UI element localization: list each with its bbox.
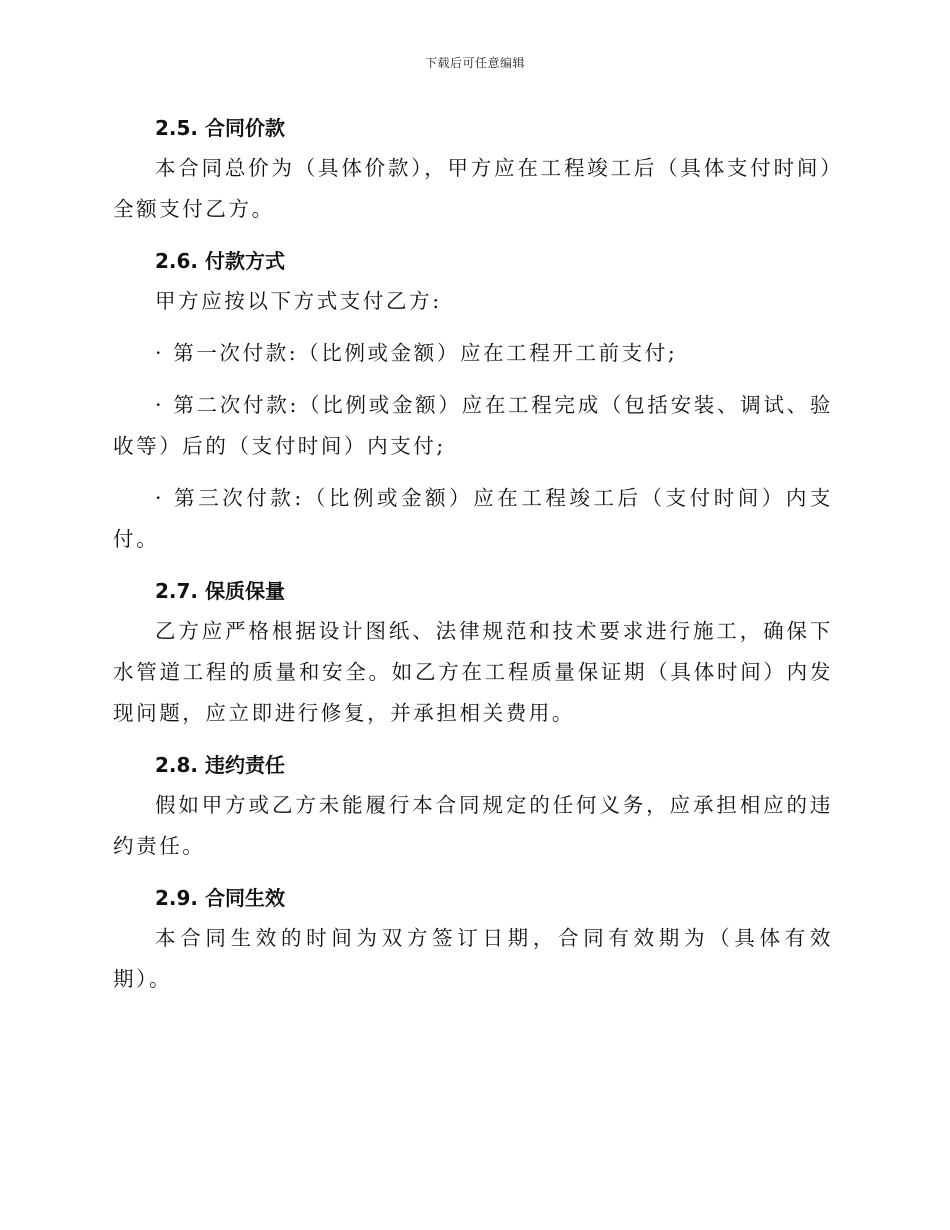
section-heading-2-5: 2.5. 合同价款 — [155, 116, 285, 140]
paragraph-quality: 乙方应严格根据设计图纸、法律规范和技术要求进行施工，确保下水管道工程的质量和安全。如乙方在工程质量保证期（具体时间）内发现问题，应立即进行修复，并承担相关费用。 — [113, 619, 833, 725]
paragraph-effective: 本合同生效的时间为双方签订日期，合同有效期为（具体有效期）。 — [113, 926, 833, 991]
paragraph-breach: 假如甲方或乙方未能履行本合同规定的任何义务，应承担相应的违约责任。 — [113, 793, 833, 858]
paragraph-third-payment: · 第三次付款:（比例或金额）应在工程竣工后（支付时间）内支付。 — [113, 486, 833, 551]
section-heading-2-7: 2.7. 保质保量 — [155, 579, 285, 603]
section-heading-2-6: 2.6. 付款方式 — [155, 249, 285, 273]
document-body — [113, 108, 833, 1011]
paragraph-contract-price: 本合同总价为（具体价款），甲方应在工程竣工后（具体支付时间）全额支付乙方。 — [113, 156, 833, 221]
paragraph-first-payment: · 第一次付款:（比例或金额）应在工程开工前支付; — [155, 341, 678, 365]
paragraph-second-payment: · 第二次付款:（比例或金额）应在工程完成（包括安装、调试、验收等）后的（支付时间）内支付; — [113, 393, 833, 458]
paragraph-payment-intro: 甲方应按以下方式支付乙方: — [155, 289, 442, 313]
section-heading-2-9: 2.9. 合同生效 — [155, 886, 285, 910]
section-heading-2-8: 2.8. 违约责任 — [155, 753, 285, 777]
page-header: 下载后可任意编辑 — [424, 56, 525, 70]
